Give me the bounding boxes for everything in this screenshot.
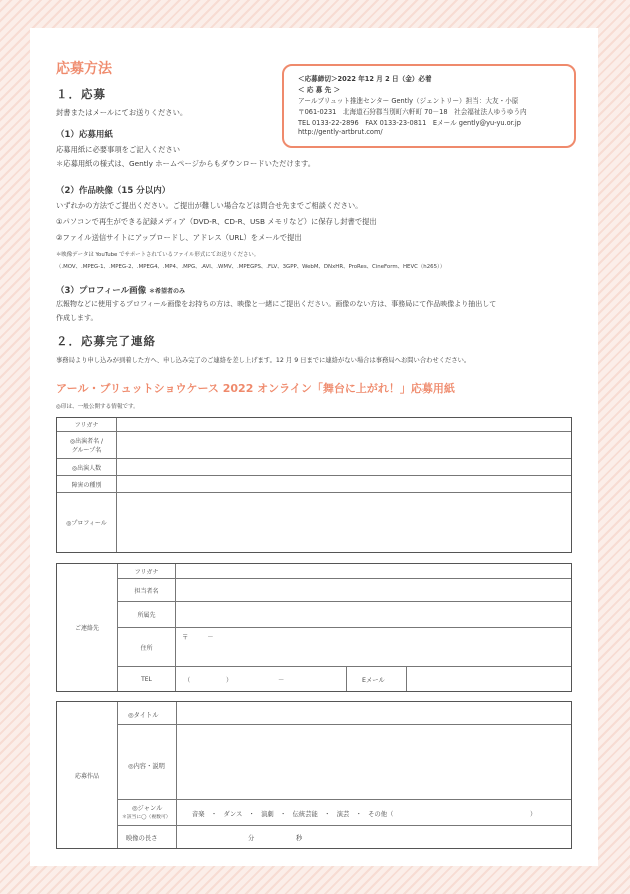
email-divider xyxy=(406,667,407,691)
furigana-row xyxy=(57,418,571,432)
section-1-text: 封書またはメールにてお送りください。 xyxy=(56,108,188,117)
genre-note: ＊該当に◯（複数可） xyxy=(122,815,171,820)
profile-image-text-1: 広報物などに使用するプロフィール画像をお持ちの方は、映像と一緒にご提出ください。画像のない方は、事務局にて作品映像より抽出して xyxy=(56,300,497,308)
performer-label-line-2: グループ名 xyxy=(71,447,102,454)
address-row xyxy=(118,628,571,667)
work-content-divider xyxy=(176,725,177,799)
optional-badge: ＊希望者のみ xyxy=(149,288,186,295)
person-label: 担当者名 xyxy=(118,579,176,601)
work-title-row xyxy=(118,702,571,725)
genre-close: ） xyxy=(530,811,537,818)
furigana-field[interactable] xyxy=(119,418,571,430)
person-row xyxy=(118,579,571,602)
deadline-box xyxy=(282,64,576,148)
page-heading: 応募方法 xyxy=(56,61,112,77)
tel-row xyxy=(118,667,571,691)
contact-furigana-field[interactable] xyxy=(178,564,570,578)
profile-image-title: （3）プロフィール画像 xyxy=(56,286,147,296)
destination-label: ＜ 応 募 先 ＞ xyxy=(298,86,341,94)
tel-dash: － xyxy=(278,677,285,684)
person-field[interactable] xyxy=(178,579,570,601)
tel-paren-open: （ xyxy=(184,677,191,684)
tel-label: TEL xyxy=(118,667,176,691)
video-option-1: ①パソコンで再生ができる記録メディア（DVD-R、CD-R、USB メモリなど）に保存し封書で提出 xyxy=(56,217,377,226)
video-format-list: （.MOV、.MPEG-1、.MPEG-2、.MPEG4、.MP4、.MPG、.AVI、.WMV、.MPEGPS、.FLV、3GPP、WebM、DNxHR、ProRes、CineForm、HEVC（h265）） xyxy=(56,264,446,270)
organization-line: アールブリュット推進センター Gently（ジェントリー）担当：大友・小原 xyxy=(298,97,519,105)
length-label: 映像の長さ xyxy=(126,835,158,842)
form-instruction: 応募用紙に必要事項をご記入ください xyxy=(56,145,181,154)
profile-row xyxy=(57,493,571,552)
affiliation-row xyxy=(118,602,571,628)
profile-label: ◎プロフィール xyxy=(57,493,117,552)
work-title-divider xyxy=(176,702,177,724)
performer-field[interactable] xyxy=(119,432,571,458)
video-format-note: ＊映像データは YouTube でサポートされているファイル形式にてお送りください。 xyxy=(56,252,260,258)
performer-row xyxy=(57,432,571,459)
affiliation-label: 所属先 xyxy=(118,602,176,627)
section-2-text: 事務局より申し込みが到着した方へ、申し込み完了のご連絡を差し上げます。12 月 9 日までに連絡がない場合は事務局へお問い合わせください。 xyxy=(56,357,471,364)
contact-furigana-row xyxy=(118,564,571,579)
email-field[interactable] xyxy=(410,669,568,689)
address-label: 住所 xyxy=(118,628,176,666)
minutes-unit: 分 xyxy=(248,835,255,842)
genre-options[interactable]: 音楽 ・ ダンス ・ 演劇 ・ 伝統芸能 ・ 演芸 ・ その他（ xyxy=(192,811,394,818)
affiliation-field[interactable] xyxy=(178,602,570,627)
count-label: ◎出演人数 xyxy=(57,459,117,475)
count-field[interactable] xyxy=(119,459,571,475)
video-instruction: いずれかの方法でご提出ください。ご提出が難しい場合などは問合せ先までご相談ください。 xyxy=(56,201,363,210)
profile-image-text-2: 作成します。 xyxy=(56,314,98,322)
work-section-label: 応募作品 xyxy=(74,772,99,780)
contact-table xyxy=(56,563,572,692)
length-divider xyxy=(176,826,177,848)
application-sheet xyxy=(30,28,598,866)
work-content-label: ◎内容・説明 xyxy=(128,763,165,770)
deadline-line: ＜応募締切＞2022 年12 月 2 日（金）必着 xyxy=(298,75,432,83)
performer-table xyxy=(56,417,572,553)
work-title-label: ◎タイトル xyxy=(128,712,159,719)
form-title: アール・ブリュットショウケース 2022 オンライン「舞台に上がれ！」応募用紙 xyxy=(56,382,455,395)
genre-divider xyxy=(176,800,177,825)
work-table xyxy=(56,701,572,849)
postal-code-field[interactable]: 〒 － xyxy=(182,634,214,641)
section-2-title: ２．応募完了連絡 xyxy=(56,334,156,348)
work-content-field[interactable] xyxy=(178,725,570,799)
profile-field[interactable] xyxy=(119,493,571,551)
form-download-note: ＊応募用紙の様式は、Gently ホームページからもダウンロードいただけます。 xyxy=(56,159,316,168)
website-line: http://gently-artbrut.com/ xyxy=(298,128,383,136)
length-row xyxy=(118,826,571,848)
disability-label: 障害の種別 xyxy=(57,476,117,492)
profile-image-subtitle xyxy=(56,284,185,296)
count-row xyxy=(57,459,571,476)
contact-furigana-label: フリガナ xyxy=(118,564,176,578)
form-subtitle: （1）応募用紙 xyxy=(56,130,113,140)
public-info-note: ◎印は、一般公開する情報です。 xyxy=(56,404,139,410)
performer-label-line-1: ◎出演者名 / xyxy=(69,438,104,445)
email-label: Eメール xyxy=(362,677,385,684)
tel-paren-close: ） xyxy=(226,677,233,684)
furigana-label: フリガナ xyxy=(57,418,117,431)
contact-line: TEL 0133-22-2896 FAX 0133-23-0811 Eメール gently@yu-yu.or.jp xyxy=(298,119,521,127)
disability-row xyxy=(57,476,571,493)
contact-section-label: ご連絡先 xyxy=(74,625,99,632)
work-content-row xyxy=(118,725,571,800)
work-title-field[interactable] xyxy=(178,702,570,724)
tel-email-divider xyxy=(346,667,347,691)
disability-field[interactable] xyxy=(119,476,571,492)
video-option-2: ②ファイル送信サイトにアップロードし、アドレス（URL）をメールで提出 xyxy=(56,233,302,242)
section-1-title: １．応募 xyxy=(56,87,106,101)
genre-row xyxy=(118,800,571,826)
video-subtitle: （2）作品映像（15 分以内） xyxy=(56,186,171,196)
genre-label: ◎ジャンル xyxy=(132,805,163,812)
address-line: 〒061-0231 北海道石狩郡当別町六軒町 70－18 社会福祉法人ゆうゆう内 xyxy=(298,108,527,116)
performer-label xyxy=(57,432,117,458)
seconds-unit: 秒 xyxy=(296,835,303,842)
